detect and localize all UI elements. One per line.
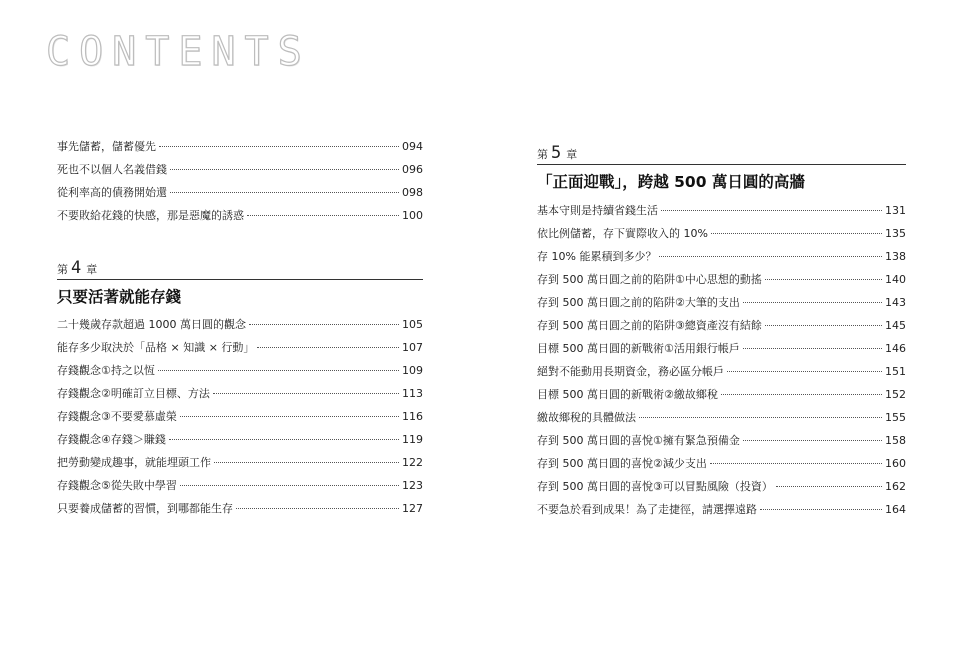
toc-entry-label: 存錢觀念①持之以恆	[57, 364, 155, 377]
toc-entry[interactable]	[537, 434, 906, 448]
toc-entry[interactable]	[537, 227, 906, 241]
toc-entry-page: 122	[402, 456, 423, 469]
toc-entry[interactable]	[57, 456, 423, 470]
chapter-4-heading	[57, 258, 423, 278]
toc-entry[interactable]	[57, 433, 423, 447]
toc-entry[interactable]	[537, 480, 906, 494]
toc-entry-page: 098	[402, 186, 423, 199]
dot-leader	[743, 348, 882, 349]
toc-entry-page: 127	[402, 502, 423, 515]
toc-entry[interactable]	[537, 273, 906, 287]
toc-entry-label: 事先儲蓄，儲蓄優先	[57, 140, 156, 153]
dot-leader	[743, 440, 882, 441]
toc-entry-label: 基本守則是持續省錢生活	[537, 204, 658, 217]
toc-entry-page: 155	[885, 411, 906, 424]
dot-leader	[760, 509, 882, 510]
dot-leader	[776, 486, 882, 487]
toc-entry-label: 絕對不能動用長期資金，務必區分帳戶	[537, 365, 724, 378]
toc-entry-page: 162	[885, 480, 906, 493]
toc-entry-page: 140	[885, 273, 906, 286]
toc-entry-label: 目標 500 萬日圓的新戰術②繳故鄉稅	[537, 388, 718, 401]
toc-entry-page: 116	[402, 410, 423, 423]
dot-leader	[765, 279, 882, 280]
toc-entry[interactable]	[57, 479, 423, 493]
chapter-number: 5	[551, 143, 562, 163]
dot-leader	[659, 256, 882, 257]
dot-leader	[236, 508, 399, 509]
dot-leader	[257, 347, 399, 348]
toc-entry[interactable]	[57, 209, 423, 223]
toc-entry[interactable]	[57, 163, 423, 177]
dot-leader	[721, 394, 882, 395]
dot-leader	[639, 417, 882, 418]
dot-leader	[180, 485, 399, 486]
dot-leader	[765, 325, 882, 326]
toc-entry[interactable]	[537, 365, 906, 379]
toc-entry[interactable]	[537, 457, 906, 471]
dot-leader	[180, 416, 399, 417]
dot-leader	[710, 463, 882, 464]
toc-entry[interactable]	[57, 318, 423, 332]
dot-leader	[213, 393, 399, 394]
toc-entry-label: 二十幾歲存款超過 1000 萬日圓的觀念	[57, 318, 246, 331]
chapter-5-rule	[537, 164, 906, 165]
toc-entry-label: 存錢觀念②明確訂立目標、方法	[57, 387, 210, 400]
toc-entry-label: 繳故鄉稅的具體做法	[537, 411, 636, 424]
chapter-4-title: 只要活著就能存錢	[57, 288, 182, 306]
toc-entry-page: 135	[885, 227, 906, 240]
toc-entry-label: 只要養成儲蓄的習慣，到哪都能生存	[57, 502, 233, 515]
chapter-number: 4	[71, 258, 82, 278]
toc-entry-label: 存到 500 萬日圓之前的陷阱②大筆的支出	[537, 296, 740, 309]
dot-leader	[170, 169, 399, 170]
dot-leader	[247, 215, 399, 216]
dot-leader	[169, 439, 399, 440]
toc-entry-label: 存錢觀念③不要愛慕虛榮	[57, 410, 177, 423]
toc-entry[interactable]	[57, 186, 423, 200]
dot-leader	[661, 210, 882, 211]
toc-left-top-list	[57, 140, 423, 223]
toc-entry-label: 能存多少取決於「品格 × 知識 × 行動」	[57, 341, 255, 354]
toc-entry[interactable]	[537, 342, 906, 356]
toc-entry-page: 160	[885, 457, 906, 470]
toc-entry-label: 存到 500 萬日圓之前的陷阱①中心思想的動搖	[537, 273, 762, 286]
dot-leader	[711, 233, 882, 234]
toc-entry-page: 107	[402, 341, 423, 354]
toc-entry-page: 138	[885, 250, 906, 263]
dot-leader	[743, 302, 882, 303]
toc-entry-label: 依比例儲蓄，存下實際收入的 10%	[537, 227, 708, 240]
chapter-5-list	[537, 204, 906, 517]
toc-entry-label: 不要敗給花錢的快感，那是惡魔的誘惑	[57, 209, 244, 222]
chapter-suffix: 章	[566, 148, 578, 161]
toc-entry-label: 存錢觀念④存錢＞賺錢	[57, 433, 166, 446]
toc-entry-page: 100	[402, 209, 423, 222]
toc-entry-page: 164	[885, 503, 906, 516]
chapter-prefix: 第	[57, 263, 68, 276]
dot-leader	[249, 324, 399, 325]
dot-leader	[214, 462, 399, 463]
toc-entry-page: 094	[402, 140, 423, 153]
dot-leader	[727, 371, 882, 372]
dot-leader	[159, 146, 399, 147]
toc-entry-page: 131	[885, 204, 906, 217]
chapter-5-heading	[537, 143, 906, 163]
toc-entry[interactable]	[57, 502, 423, 516]
dot-leader	[170, 192, 399, 193]
toc-entry-page: 152	[885, 388, 906, 401]
toc-entry-page: 145	[885, 319, 906, 332]
toc-entry-label: 把勞動變成趣事，就能埋頭工作	[57, 456, 211, 469]
toc-entry-label: 存到 500 萬日圓的喜悅③可以冒點風險（投資）	[537, 480, 773, 493]
toc-entry-page: 158	[885, 434, 906, 447]
toc-entry-label: 存 10% 能累積到多少？	[537, 250, 657, 263]
toc-entry[interactable]	[537, 250, 906, 264]
toc-entry[interactable]	[57, 410, 423, 424]
toc-entry[interactable]	[537, 319, 906, 333]
toc-entry-label: 目標 500 萬日圓的新戰術①活用銀行帳戶	[537, 342, 740, 355]
toc-entry-label: 不要急於看到成果！為了走捷徑，請選擇遠路	[537, 503, 757, 516]
toc-entry-label: 存錢觀念⑤從失敗中學習	[57, 479, 177, 492]
toc-entry[interactable]	[537, 296, 906, 310]
toc-entry[interactable]	[57, 140, 423, 154]
toc-entry-page: 143	[885, 296, 906, 309]
toc-entry-label: 存到 500 萬日圓之前的陷阱③總資產沒有結餘	[537, 319, 762, 332]
contents-heading: CONTENTS	[46, 29, 311, 75]
toc-entry-page: 109	[402, 364, 423, 377]
toc-entry[interactable]	[57, 341, 423, 355]
chapter-4-rule	[57, 279, 423, 280]
toc-entry-page: 123	[402, 479, 423, 492]
toc-entry-page: 096	[402, 163, 423, 176]
toc-entry-label: 從利率高的債務開始還	[57, 186, 167, 199]
chapter-suffix: 章	[86, 263, 98, 276]
chapter-5-title: 「正面迎戰」，跨越 500 萬日圓的高牆	[537, 173, 805, 191]
toc-entry[interactable]	[537, 388, 906, 402]
toc-entry[interactable]	[537, 204, 906, 218]
toc-entry[interactable]	[537, 411, 906, 425]
toc-entry-label: 存到 500 萬日圓的喜悅②減少支出	[537, 457, 707, 470]
toc-entry-page: 119	[402, 433, 423, 446]
toc-entry[interactable]	[57, 387, 423, 401]
toc-entry-label: 存到 500 萬日圓的喜悅①擁有緊急預備金	[537, 434, 740, 447]
chapter-prefix: 第	[537, 148, 548, 161]
toc-entry-page: 105	[402, 318, 423, 331]
toc-entry-page: 146	[885, 342, 906, 355]
toc-entry-label: 死也不以個人名義借錢	[57, 163, 167, 176]
toc-entry[interactable]	[57, 364, 423, 378]
dot-leader	[158, 370, 399, 371]
toc-entry-page: 113	[402, 387, 423, 400]
toc-entry-page: 151	[885, 365, 906, 378]
toc-entry[interactable]	[537, 503, 906, 517]
chapter-4-list	[57, 318, 423, 516]
